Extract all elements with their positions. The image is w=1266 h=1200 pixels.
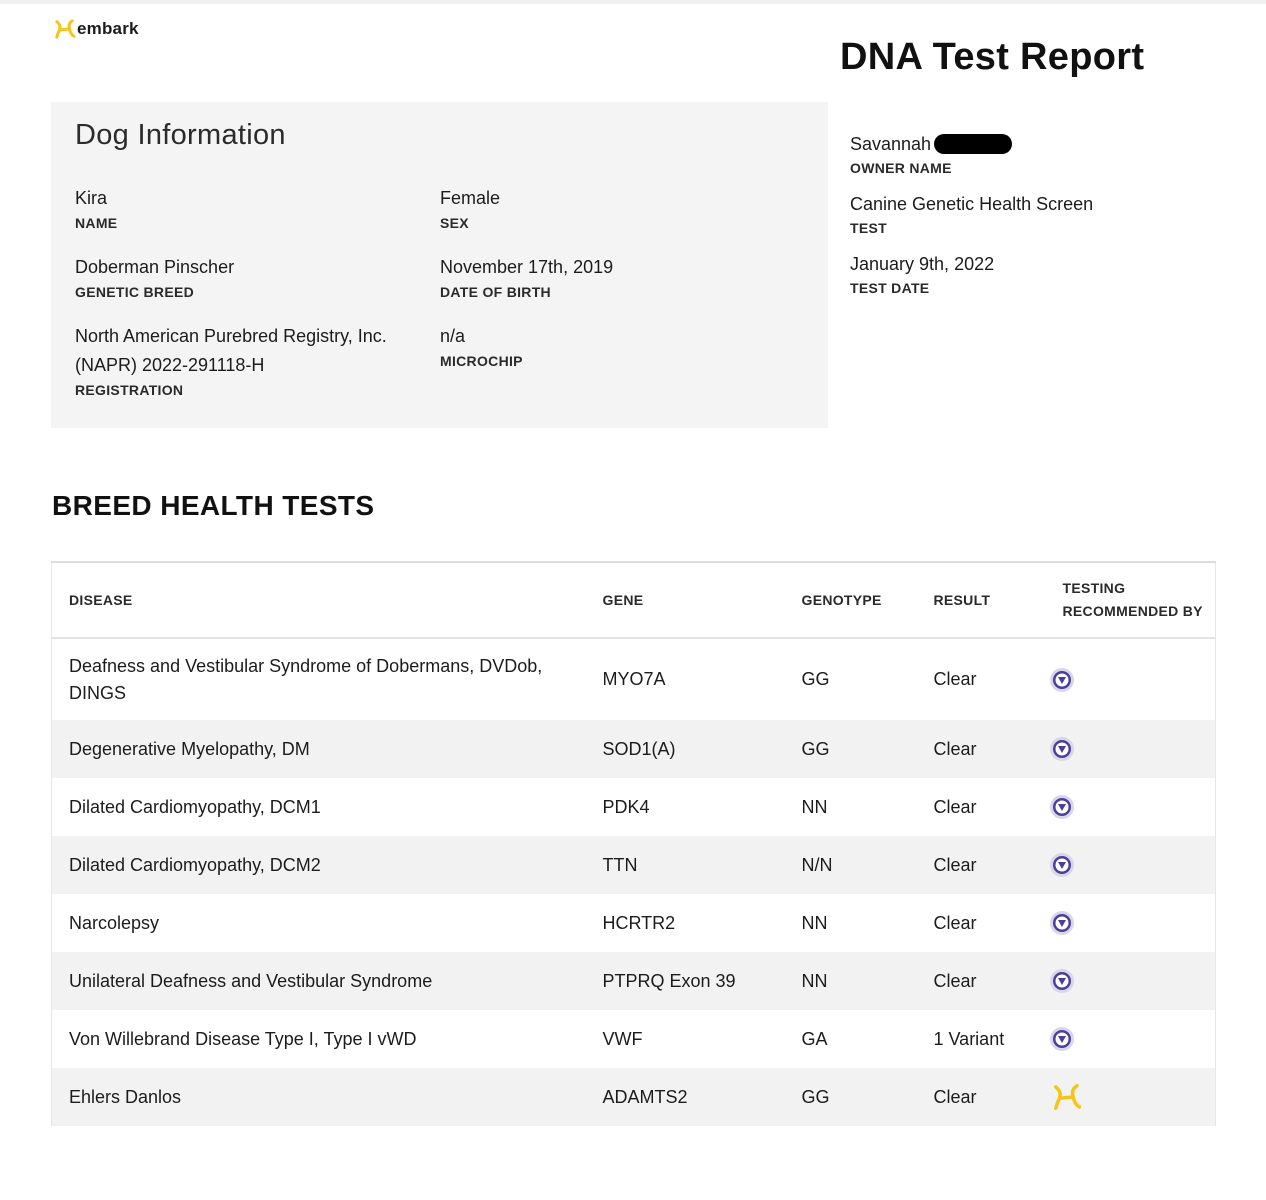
gene-cell: PDK4 bbox=[602, 796, 650, 817]
ofa-badge-icon bbox=[1049, 968, 1075, 994]
date-of-birth-label: DATE OF BIRTH bbox=[440, 284, 551, 300]
logo-wordmark: embark bbox=[77, 19, 139, 38]
result-cell: Clear bbox=[933, 1086, 977, 1107]
microchip-label: MICROCHIP bbox=[440, 353, 523, 369]
ofa-badge-icon bbox=[1049, 910, 1075, 936]
redaction-bar bbox=[934, 134, 1012, 154]
embark-logo-icon bbox=[54, 18, 76, 40]
dog-information-heading: Dog Information bbox=[75, 119, 286, 151]
genotype-cell: GG bbox=[801, 738, 830, 759]
genotype-cell: GA bbox=[801, 1028, 828, 1049]
genotype-cell: N/N bbox=[801, 854, 833, 875]
table-row bbox=[52, 720, 1216, 778]
genotype-cell: NN bbox=[801, 796, 828, 817]
recommended-by-cell bbox=[1046, 1068, 1216, 1126]
embark-logo-icon bbox=[1049, 1082, 1085, 1112]
table-row bbox=[52, 638, 1216, 720]
disease-cell: Ehlers Danlos bbox=[69, 1086, 182, 1107]
dog-sex-value: Female bbox=[440, 188, 501, 208]
test-label: TEST bbox=[850, 220, 887, 236]
gene-cell: VWF bbox=[602, 1028, 643, 1049]
registration-field bbox=[75, 322, 387, 399]
column-header-testing-recommended-by bbox=[1046, 562, 1216, 638]
test-date-field bbox=[850, 250, 1230, 297]
test-date-value: January 9th, 2022 bbox=[850, 254, 995, 274]
date-of-birth-field bbox=[440, 253, 613, 301]
report-title: DNA Test Report bbox=[840, 36, 1145, 78]
table-row bbox=[52, 836, 1216, 894]
recommended-by-cell bbox=[1046, 638, 1216, 720]
column-header-gene: GENE bbox=[586, 562, 785, 638]
table-row bbox=[52, 952, 1216, 1010]
column-header-testing-line2: RECOMMENDED BY bbox=[1062, 603, 1203, 619]
disease-cell: Narcolepsy bbox=[69, 912, 160, 933]
column-header-genotype: GENOTYPE bbox=[785, 562, 917, 638]
dog-name-value: Kira bbox=[75, 188, 108, 208]
disease-cell bbox=[52, 638, 586, 720]
disease-line2: DINGS bbox=[69, 682, 127, 703]
result-cell: Clear bbox=[933, 970, 977, 991]
owner-name-field bbox=[850, 130, 1230, 177]
recommended-by-cell bbox=[1046, 778, 1216, 836]
ofa-badge-icon bbox=[1049, 1026, 1075, 1052]
genotype-cell: GG bbox=[801, 669, 830, 689]
recommended-by-cell bbox=[1046, 952, 1216, 1010]
column-header-testing-line1: TESTING bbox=[1062, 580, 1126, 596]
top-edge-shade bbox=[0, 0, 1266, 4]
owner-name-value: Savannah bbox=[850, 134, 932, 154]
date-of-birth-value: November 17th, 2019 bbox=[440, 257, 614, 277]
genotype-cell: NN bbox=[801, 970, 828, 991]
embark-logo bbox=[54, 18, 139, 40]
result-cell: Clear bbox=[933, 738, 977, 759]
dog-name-field bbox=[75, 184, 117, 232]
genetic-breed-label: GENETIC BREED bbox=[75, 284, 195, 300]
genotype-cell: NN bbox=[801, 912, 828, 933]
microchip-field bbox=[440, 322, 523, 370]
result-cell: Clear bbox=[933, 854, 977, 875]
disease-line1: Deafness and Vestibular Syndrome of Dobermans, DVDob, bbox=[69, 655, 543, 676]
result-cell: Clear bbox=[933, 796, 977, 817]
registration-label: REGISTRATION bbox=[75, 382, 184, 398]
gene-cell: TTN bbox=[602, 854, 638, 875]
table-row bbox=[52, 1010, 1216, 1068]
table-header-row bbox=[52, 562, 1216, 638]
dog-sex-label: SEX bbox=[440, 215, 469, 231]
result-cell: Clear bbox=[933, 912, 977, 933]
gene-cell: MYO7A bbox=[602, 669, 666, 689]
gene-cell: PTPRQ Exon 39 bbox=[602, 970, 736, 991]
recommended-by-cell bbox=[1046, 894, 1216, 952]
gene-cell: ADAMTS2 bbox=[602, 1086, 688, 1107]
ofa-badge-icon bbox=[1049, 736, 1075, 762]
breed-health-tests-table bbox=[51, 561, 1216, 1126]
gene-cell: HCRTR2 bbox=[602, 912, 676, 933]
disease-cell: Degenerative Myelopathy, DM bbox=[69, 738, 310, 759]
column-header-disease: DISEASE bbox=[52, 562, 586, 638]
owner-information bbox=[850, 130, 1230, 310]
dog-name-label: NAME bbox=[75, 215, 118, 231]
disease-cell: Dilated Cardiomyopathy, DCM1 bbox=[69, 796, 321, 817]
ofa-badge-icon bbox=[1049, 794, 1075, 820]
recommended-by-cell bbox=[1046, 836, 1216, 894]
breed-health-tests-heading: BREED HEALTH TESTS bbox=[52, 490, 375, 521]
recommended-by-cell bbox=[1046, 720, 1216, 778]
result-cell: Clear bbox=[933, 669, 977, 689]
registration-value-line2: (NAPR) 2022-291118-H bbox=[75, 355, 265, 375]
genetic-breed-field bbox=[75, 253, 234, 301]
test-value: Canine Genetic Health Screen bbox=[850, 194, 1094, 214]
table-row bbox=[52, 778, 1216, 836]
test-field bbox=[850, 190, 1230, 237]
table-row bbox=[52, 1068, 1216, 1126]
disease-cell: Von Willebrand Disease Type I, Type I vWD bbox=[69, 1028, 417, 1049]
registration-value-line1: North American Purebred Registry, Inc. bbox=[75, 326, 387, 346]
disease-cell: Dilated Cardiomyopathy, DCM2 bbox=[69, 854, 321, 875]
disease-cell: Unilateral Deafness and Vestibular Syndrome bbox=[69, 970, 433, 991]
result-cell: 1 Variant bbox=[933, 1028, 1005, 1049]
dog-information-panel bbox=[51, 102, 828, 428]
microchip-value: n/a bbox=[440, 326, 466, 346]
ofa-badge-icon bbox=[1049, 852, 1075, 878]
owner-name-label: OWNER NAME bbox=[850, 160, 952, 176]
owner-name-row bbox=[850, 130, 1230, 158]
genotype-cell: GG bbox=[801, 1086, 830, 1107]
column-header-result: RESULT bbox=[917, 562, 1046, 638]
gene-cell: SOD1(A) bbox=[602, 738, 676, 759]
table-row bbox=[52, 894, 1216, 952]
genetic-breed-value: Doberman Pinscher bbox=[75, 257, 235, 277]
ofa-badge-icon bbox=[1049, 667, 1075, 693]
test-date-label: TEST DATE bbox=[850, 280, 930, 296]
dog-sex-field bbox=[440, 184, 500, 232]
recommended-by-cell bbox=[1046, 1010, 1216, 1068]
